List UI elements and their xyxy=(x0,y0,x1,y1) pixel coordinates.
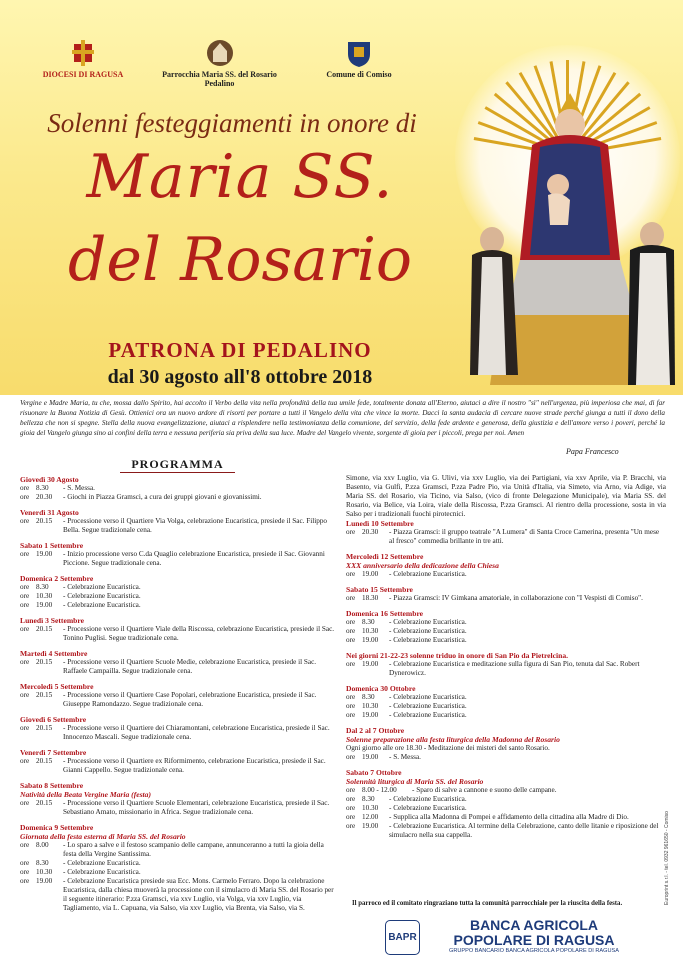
diocesi-name: DIOCESI DI RAGUSA xyxy=(42,70,124,79)
time-value: 10.30 xyxy=(36,592,53,600)
time-prefix: ore xyxy=(346,813,356,821)
time-value: 18.30 xyxy=(362,594,379,602)
program-line xyxy=(20,859,338,868)
time-prefix: ore xyxy=(20,592,30,600)
program-day-date: Dal 2 al 7 Ottobre xyxy=(346,726,405,735)
program-column-right xyxy=(346,474,666,840)
time-value: 20.30 xyxy=(362,528,379,536)
bank-logo-icon: BAPR xyxy=(385,920,420,955)
bank-name-line2: POPOLARE DI RAGUSA xyxy=(453,932,615,948)
program-line xyxy=(346,795,666,804)
time-value: 19.00 xyxy=(36,601,53,609)
event-description: - Inizio processione verso C.da Quaglio celebrazione Eucaristica, presiede il Sac. Giovanni Piccione. Segue tradizionale cena. xyxy=(63,550,325,567)
program-line xyxy=(20,757,338,775)
program-day-subtitle: Giornata della festa esterna di Maria SS. del Rosario xyxy=(20,832,186,841)
comune-crest-icon xyxy=(346,38,372,68)
program-day xyxy=(20,508,338,535)
program-day xyxy=(346,651,666,678)
program-column-left xyxy=(20,475,338,913)
time-prefix: ore xyxy=(20,757,30,765)
time-prefix: ore xyxy=(20,799,30,807)
title-line1: Maria SS. xyxy=(86,142,394,212)
time-value: 20.15 xyxy=(36,691,53,699)
program-day-date: Sabato 15 Settembre xyxy=(346,585,413,594)
program-day-date: Nei giorni 21-22-23 solenne triduo in onore di San Pio da Pietrelcina. xyxy=(346,651,569,660)
time-prefix: ore xyxy=(346,636,356,644)
time-prefix: ore xyxy=(20,493,30,501)
program-day-date: Lunedì 10 Settembre xyxy=(346,519,414,528)
program-line xyxy=(346,528,666,546)
time-value: 19.00 xyxy=(362,822,379,830)
program-title: PROGRAMMA xyxy=(120,457,235,473)
prayer-text: Vergine e Madre Maria, tu che, mossa dallo Spirito, hai accolto il Verbo della vita nella profondità della tua umile fede, totalmente donata all'Eterno, aiutaci a dire il nostro "sì" nell'urgenza, più imperiosa che mai, di far risuonare la Buona Notizia di Gesù. Ottienici ora un nuovo ardore di risorti per portare a tutti il Vangelo della vita che vince la morte. Dacci la santa audacia di cercare nuove strade perché giunga a tutti il dono della bellezza che non si spegne. Stella della nuova evangelizzazione, aiutaci a risplendere nella testimonianza della comunione, del servizio, della fede ardente e generosa, della giustizia e dell'amore verso i poveri, perché la gioia del Vangelo giunga sino ai confini della terra e nessuna periferia sia priva della sua luce. Madre del Vangelo vivente, sorgente di gioia per i piccoli, prega per noi. Amen xyxy=(20,399,665,437)
program-line xyxy=(346,636,666,645)
program-day xyxy=(20,616,338,643)
time-prefix: ore xyxy=(20,601,30,609)
time-value: 8.30 xyxy=(362,693,375,701)
program-day xyxy=(20,475,338,502)
program-line xyxy=(346,660,666,678)
program-line xyxy=(346,711,666,720)
prayer-author: Papa Francesco xyxy=(566,447,619,456)
time-prefix: ore xyxy=(346,594,356,602)
program-day xyxy=(346,726,666,762)
time-value: 20.15 xyxy=(36,799,53,807)
event-description: - Celebrazione Eucaristica. Al termine della Celebrazione, canto delle litanie e riposizione del simulacro nella sua cappella. xyxy=(389,822,659,839)
program-day-date: Lunedì 3 Settembre xyxy=(20,616,84,625)
event-description: - Celebrazione Eucaristica. xyxy=(63,601,141,609)
program-day-date: Domenica 30 Ottobre xyxy=(346,684,416,693)
festival-dates: dal 30 agosto all'8 ottobre 2018 xyxy=(107,366,373,388)
time-value: 10.30 xyxy=(36,868,53,876)
time-value: 8.00 - 12.00 xyxy=(362,786,397,794)
program-line xyxy=(346,753,666,762)
program-line xyxy=(20,484,338,493)
program-line xyxy=(20,592,338,601)
event-description: - Celebrazione Eucaristica. xyxy=(389,636,467,644)
program-day-date: Mercoledì 12 Settembre xyxy=(346,552,424,561)
program-line xyxy=(346,594,666,603)
event-description: - Celebrazione Eucaristica. xyxy=(389,627,467,635)
program-line xyxy=(20,493,338,502)
program-day xyxy=(20,823,338,913)
time-prefix: ore xyxy=(346,753,356,761)
time-prefix: ore xyxy=(346,711,356,719)
program-day-date: Domenica 16 Settembre xyxy=(346,609,424,618)
program-line xyxy=(20,583,338,592)
time-value: 20.15 xyxy=(36,625,53,633)
printer-credit: Europrint s.r.l. - tel. 0932 961650 - Comiso xyxy=(664,811,670,905)
program-day-date: Domenica 9 Settembre xyxy=(20,823,94,832)
title-line2: del Rosario xyxy=(67,225,413,295)
procession-route: Simone, via xxv Luglio, via G. Ulivi, via xxv Luglio, via dei Partigiani, via xxv Aprile, via P. Bracchi, via Basento, via Gulfi, P.zza Gramsci, P.zza Padre Pio, via Unità d'Italia, via Simeto, via Arno, via Adige, via Maria SS. del Rosario, via Ticino, via Salso, (vico di fronte Delegazione Municipale), via Maria SS. del Rosario, via Belice, via Loira, viale della Riscossa, P.zza Gramsci. Al rientro della processione, sosta in via Salso per i tradizionali fuochi pirotecnici. xyxy=(346,474,666,518)
time-prefix: ore xyxy=(346,660,356,668)
event-description: - Celebrazione Eucaristica. xyxy=(389,570,467,578)
header-subtitle: Solenni festeggiamenti in onore di xyxy=(47,108,417,138)
program-line xyxy=(346,813,666,822)
program-day xyxy=(346,585,666,603)
program-day xyxy=(20,781,338,817)
program-day-date: Domenica 2 Settembre xyxy=(20,574,94,583)
program-day xyxy=(20,649,338,676)
program-day xyxy=(20,541,338,568)
program-day-subtitle: Natività della Beata Vergine Maria (festa) xyxy=(20,790,151,799)
time-prefix: ore xyxy=(20,841,30,849)
parrocchia-emblem-icon xyxy=(205,38,235,68)
program-day-note: Ogni giorno alle ore 18.30 - Meditazione dei misteri del santo Rosario. xyxy=(346,744,550,752)
event-description: - Celebrazione Eucaristica. xyxy=(63,592,141,600)
program-day xyxy=(20,748,338,775)
time-value: 19.00 xyxy=(362,660,379,668)
bank-group: GRUPPO BANCARIO BANCA AGRICOLA POPOLARE DI RAGUSA xyxy=(448,948,620,954)
patrona-label: PATRONA DI PEDALINO xyxy=(108,338,372,362)
program-line xyxy=(20,724,338,742)
time-value: 19.00 xyxy=(36,877,53,885)
event-description: - Sparo di salve a cannone e suono delle campane. xyxy=(412,786,557,794)
program-line xyxy=(20,517,338,535)
time-prefix: ore xyxy=(346,702,356,710)
event-description: - Celebrazione Eucaristica e meditazione sulla figura di San Pio, tenuta dal Sac. Robert Dynerowicz. xyxy=(389,660,640,677)
program-day xyxy=(346,609,666,645)
event-description: - Piazza Gramsci: IV Gimkana amatoriale, in collaborazione con "I Vespisti di Comiso". xyxy=(389,594,643,602)
time-value: 20.15 xyxy=(36,517,53,525)
time-prefix: ore xyxy=(20,550,30,558)
comune-name: Comune di Comiso xyxy=(326,70,392,79)
time-value: 8.30 xyxy=(362,618,375,626)
time-prefix: ore xyxy=(20,691,30,699)
program-day xyxy=(20,574,338,610)
program-day xyxy=(346,519,666,546)
time-value: 19.00 xyxy=(362,636,379,644)
event-description: - Celebrazione Eucaristica presiede sua Ecc. Mons. Carmelo Ferraro. Dopo la celebrazione Eucaristica, dalla chiesa muoverà la processione con il simulacro di Maria SS. del Rosario per il seguente itinerario: P.zza Gramsci, via xxv Luglio, via Volga, via xxv Luglio, via Tagliamento, via L. Capuana, via Salso, via xxv Luglio, via Brenta, via Salso, via S. xyxy=(63,877,334,912)
program-day-date: Giovedì 30 Agosto xyxy=(20,475,79,484)
program-line xyxy=(346,693,666,702)
program-line xyxy=(346,786,666,795)
time-value: 20.15 xyxy=(36,658,53,666)
program-line xyxy=(346,618,666,627)
event-description: - Giochi in Piazza Gramsci, a cura dei gruppi giovani e giovanissimi. xyxy=(63,493,262,501)
program-day xyxy=(346,684,666,720)
time-value: 8.30 xyxy=(362,795,375,803)
program-line xyxy=(20,691,338,709)
time-value: 19.00 xyxy=(362,711,379,719)
time-value: 20.15 xyxy=(36,724,53,732)
event-description: - S. Messa. xyxy=(389,753,421,761)
program-line xyxy=(346,822,666,840)
event-description: - Supplica alla Madonna di Pompei e affidamento della cittadina alla Madre di Dio. xyxy=(389,813,629,821)
event-description: - Processione verso il Quartiere dei Chiaramontani, celebrazione Eucaristica, presiede il Sac. Innocenzo Mascali. Segue tradizionale cena. xyxy=(63,724,330,741)
event-description: - Celebrazione Eucaristica. xyxy=(389,693,467,701)
time-value: 20.15 xyxy=(36,757,53,765)
program-line xyxy=(346,804,666,813)
program-line xyxy=(20,799,338,817)
program-day-date: Sabato 7 Ottobre xyxy=(346,768,402,777)
event-description: - Celebrazione Eucaristica. xyxy=(63,859,141,867)
time-prefix: ore xyxy=(20,583,30,591)
event-description: - Celebrazione Eucaristica. xyxy=(389,711,467,719)
program-day-date: Venerdì 7 Settembre xyxy=(20,748,87,757)
time-value: 8.30 xyxy=(36,583,49,591)
event-description: - Celebrazione Eucaristica. xyxy=(389,795,467,803)
header-banner xyxy=(0,0,683,395)
time-prefix: ore xyxy=(20,724,30,732)
bank-name-line1: BANCA AGRICOLA xyxy=(469,917,599,933)
program-day xyxy=(20,715,338,742)
event-description: - Celebrazione Eucaristica. xyxy=(389,618,467,626)
time-prefix: ore xyxy=(20,484,30,492)
sponsor-bank xyxy=(385,917,640,957)
parrocchia-name: Parrocchia Maria SS. del Rosario Pedalino xyxy=(162,70,277,88)
program-line xyxy=(20,841,338,859)
time-prefix: ore xyxy=(20,859,30,867)
program-day-date: Sabato 8 Settembre xyxy=(20,781,84,790)
program-line xyxy=(20,550,338,568)
time-prefix: ore xyxy=(20,868,30,876)
program-day-date: Martedì 4 Settembre xyxy=(20,649,88,658)
program-day-subtitle: Solenne preparazione alla festa liturgica della Madonna del Rosario xyxy=(346,735,560,744)
time-prefix: ore xyxy=(346,528,356,536)
time-value: 8.00 xyxy=(36,841,49,849)
time-prefix: ore xyxy=(346,822,356,830)
diocesi-emblem-icon xyxy=(68,38,98,68)
program-line xyxy=(20,601,338,610)
time-value: 20.30 xyxy=(36,493,53,501)
event-description: - Processione verso il Quartiere Case Popolari, celebrazione Eucaristica, presiede il Sac. Giuseppe Ramondazzo. Segue tradizionale cena. xyxy=(63,691,317,708)
event-description: - Processione verso il Quartiere ex Riformimento, celebrazione Eucaristica, presiede il Sac. Gianni Cappello. Segue tradizionale cena. xyxy=(63,757,326,774)
program-day-date: Venerdì 31 Agosto xyxy=(20,508,79,517)
event-description: - Processione verso il Quartiere Via Volga, celebrazione Eucaristica, presiede il Sac. Filippo Bella. Segue tradizionale cena. xyxy=(63,517,328,534)
parrocchia-logo xyxy=(152,38,287,88)
event-description: - Piazza Gramsci: il gruppo teatrale "A Lumera" di Santa Croce Camerina, presenta "Un mese al fresco" commedia brillante in tre atti. xyxy=(389,528,660,545)
program-day xyxy=(20,682,338,709)
time-value: 12.00 xyxy=(362,813,379,821)
comune-logo xyxy=(318,38,400,79)
event-description: - S. Messa. xyxy=(63,484,95,492)
diocesi-logo xyxy=(38,38,128,79)
event-description: - Celebrazione Eucaristica. xyxy=(63,583,141,591)
time-value: 19.00 xyxy=(36,550,53,558)
time-value: 8.30 xyxy=(36,859,49,867)
time-prefix: ore xyxy=(20,658,30,666)
program-line xyxy=(346,702,666,711)
event-description: - Celebrazione Eucaristica. xyxy=(389,804,467,812)
time-prefix: ore xyxy=(20,877,30,885)
time-prefix: ore xyxy=(346,795,356,803)
program-line xyxy=(20,877,338,913)
time-value: 8.30 xyxy=(36,484,49,492)
time-prefix: ore xyxy=(346,618,356,626)
program-line xyxy=(20,625,338,643)
program-day-date: Sabato 1 Settembre xyxy=(20,541,84,550)
event-description: - Processione verso il Quartiere Scuole Medie, celebrazione Eucaristica, presiede il Sac. Raffaele Campailla. Segue tradizionale cena. xyxy=(63,658,317,675)
time-prefix: ore xyxy=(346,804,356,812)
program-line xyxy=(20,658,338,676)
program-line xyxy=(20,868,338,877)
event-description: - Lo sparo a salve e il festoso scampanio delle campane, annunceranno a tutti la gioia della festa della Vergine Santissima. xyxy=(63,841,324,858)
time-value: 10.30 xyxy=(362,627,379,635)
time-prefix: ore xyxy=(346,627,356,635)
time-value: 19.00 xyxy=(362,753,379,761)
program-day-subtitle: Solennità liturgica di Maria SS. del Rosario xyxy=(346,777,484,786)
event-description: - Celebrazione Eucaristica. xyxy=(63,868,141,876)
program-day xyxy=(346,552,666,579)
time-prefix: ore xyxy=(20,517,30,525)
closing-note: Il parroco ed il comitato ringraziano tutta la comunità parrocchiale per la riuscita della festa. xyxy=(352,900,623,907)
event-description: - Processione verso il Quartiere Scuole Elementari, celebrazione Eucaristica, presiede il Sac. Sebastiano Amato, missionario in Africa. Segue tradizionale cena. xyxy=(63,799,330,816)
event-description: - Celebrazione Eucaristica. xyxy=(389,702,467,710)
program-line xyxy=(346,627,666,636)
time-prefix: ore xyxy=(346,786,356,794)
time-prefix: ore xyxy=(20,625,30,633)
madonna-statue-image xyxy=(470,85,675,395)
time-value: 19.00 xyxy=(362,570,379,578)
event-description: - Processione verso il Quartiere Viale della Riscossa, celebrazione Eucaristica, presiede il Sac. Tonino Puglisi. Segue tradizionale cena. xyxy=(63,625,335,642)
program-day-date: Giovedì 6 Settembre xyxy=(20,715,87,724)
time-value: 10.30 xyxy=(362,804,379,812)
time-prefix: ore xyxy=(346,693,356,701)
time-prefix: ore xyxy=(346,570,356,578)
program-line xyxy=(346,570,666,579)
program-day-date: Mercoledì 5 Settembre xyxy=(20,682,94,691)
program-day xyxy=(346,768,666,840)
program-day-subtitle: XXX anniversario della dedicazione della Chiesa xyxy=(346,561,499,570)
time-value: 10.30 xyxy=(362,702,379,710)
